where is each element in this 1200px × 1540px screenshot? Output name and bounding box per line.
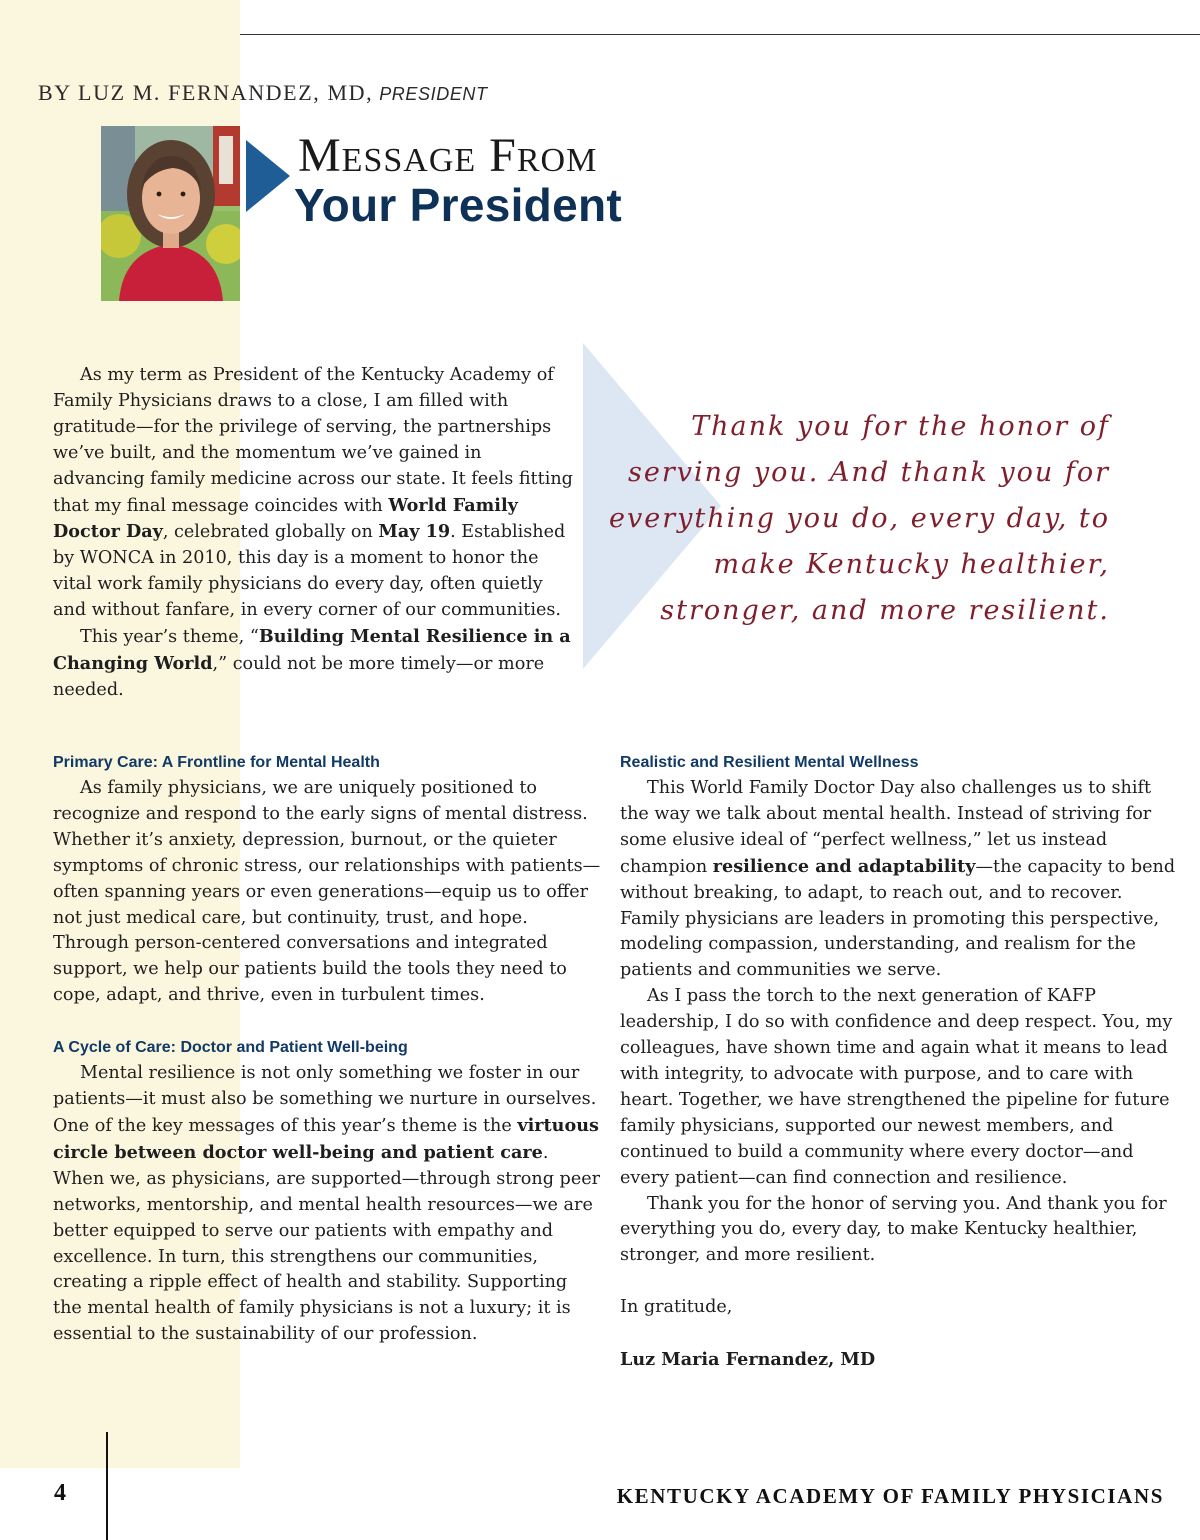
top-rule (240, 34, 1200, 35)
may-19-text: May 19 (378, 521, 451, 543)
right-column (620, 750, 1180, 1374)
resilience-adaptability-text: resilience and adaptability (712, 855, 976, 877)
intro-paragraph-1: As my term as President of the Kentucky Academy of Family Physicians draws to a close, I am filled with gratitude—for the privilege of serving, the partnerships we’ve built, and the momentum we’ve gained in advancing family medicine across our state. It feels fitting that my final message coincides with World Family Doctor Day, celebrated globally on May 19. Established by WONCA in 2010, this day is a moment to honor the vital work family physicians do every day, often quietly and without fanfare, in every corner of our communities. (53, 365, 573, 621)
thank-you-paragraph: Thank you for the honor of serving you. And thank you for everything you do, every day, to make Kentucky healthier, stronger, and more resilient. (620, 1193, 1167, 1266)
primary-care-paragraph: As family physicians, we are uniquely positioned to recognize and respond to the early signs of mental distress. Whether it’s anxiety, depression, burnout, or the quieter symptoms of chronic stress, our relationships with patients—often spanning years or even generations—equip us to offer not just medical care, but continuity, trust, and hope. Through person-centered conversations and integrated support, we help our patients build the tools they need to cope, adapt, and thrive, even in turbulent times. (53, 778, 601, 1006)
page-title-line2: Your President (294, 179, 622, 231)
footer-divider (106, 1432, 108, 1540)
signature: Luz Maria Fernandez, MD (620, 1349, 876, 1371)
page-number: 4 (54, 1480, 66, 1506)
virtuous-circle-text: virtuous circle between doctor well-being and patient care (53, 1114, 599, 1163)
section-heading-resilient-wellness: Realistic and Resilient Mental Wellness (620, 754, 919, 771)
world-family-doctor-day-text: World Family Doctor Day (53, 494, 518, 543)
byline-role: PRESIDENT (379, 84, 488, 104)
theme-text: Building Mental Resilience in a Changing World (53, 626, 571, 674)
cycle-of-care-paragraph: Mental resilience is not only something we foster in our patients—it must also be something we nurture in ourselves. One of the key messages of this year’s theme is the virtuous circle between doctor well-being and patient care. When we, as physicians, are supported—through strong peer networks, mentorship, and mental health resources—we are better equipped to serve our patients with empathy and excellence. In turn, this strengthens our communities, creating a ripple effect of health and stability. Supporting the mental health of family physicians is not a luxury; it is essential to the sustainability of our profession. (53, 1063, 601, 1345)
left-column (53, 750, 601, 1348)
pass-the-torch-paragraph: As I pass the torch to the next generation of KAFP leadership, I do so with confidence and deep respect. You, my colleagues, have shown time and again what it means to lead with integrity, to advocate with purpose, and to care with heart. Together, we have strengthened the pipeline for future family physicians, supported our newest members, and continued to build a community where every doctor—and every patient—can find connection and resilience. (620, 986, 1173, 1188)
page-title-line1: Message From (298, 129, 598, 182)
footer-organization: KENTUCKY ACADEMY OF FAMILY PHYSICIANS (616, 1484, 1164, 1508)
byline-author: BY LUZ M. FERNANDEZ, MD, (38, 80, 374, 105)
title-arrow-icon (246, 140, 290, 212)
pull-quote: Thank you for the honor of serving you. And thank you for everything you do, every day, to make Kentucky healthier, stronger, and more resilient. (609, 411, 1110, 626)
portrait-illustration (101, 126, 240, 301)
closing-line: In gratitude, (620, 1297, 733, 1318)
intro-paragraph-2: This year’s theme, “Building Mental Resilience in a Changing World,” could not be more timely—or more needed. (53, 626, 571, 700)
byline (38, 80, 488, 106)
section-heading-cycle-of-care: A Cycle of Care: Doctor and Patient Well-being (53, 1039, 408, 1057)
intro-column (53, 363, 573, 704)
section-heading-primary-care: Primary Care: A Frontline for Mental Health (53, 754, 380, 771)
resilient-wellness-paragraph: This World Family Doctor Day also challenges us to shift the way we talk about mental health. Instead of striving for some elusive ideal of “perfect wellness,” let us instead champion resilience and adaptability—the capacity to bend without breaking, to adapt, to reach out, and to recover. Family physicians are leaders in promoting this perspective, modeling compassion, understanding, and realism for the patients and communities we serve. (620, 778, 1176, 981)
president-photo (101, 126, 240, 301)
